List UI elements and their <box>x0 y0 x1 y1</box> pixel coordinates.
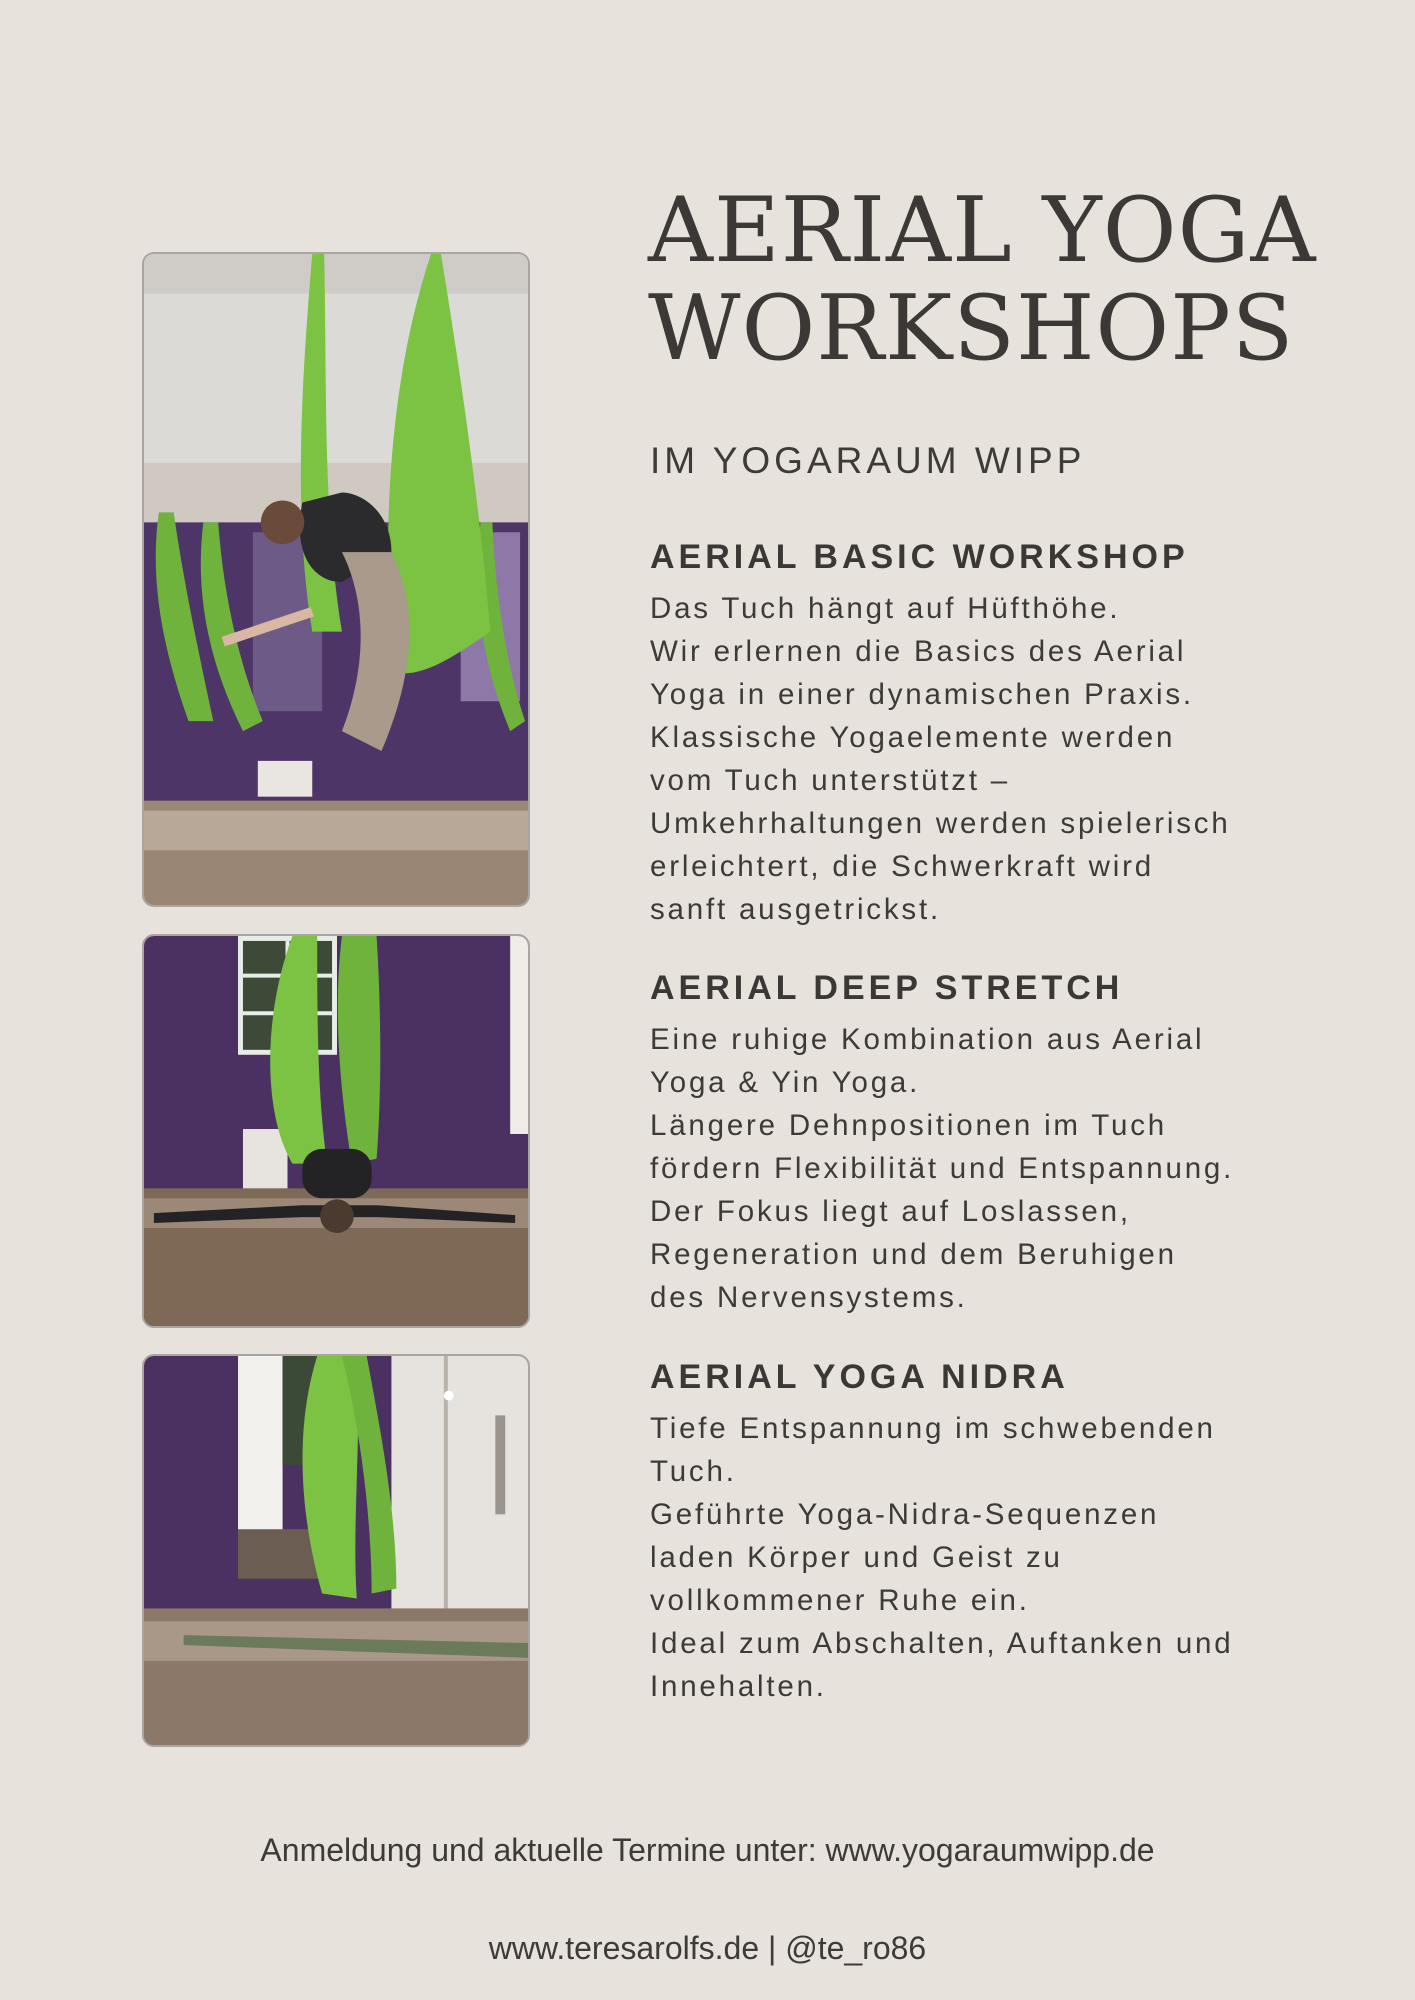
description-line: Yoga in einer dynamischen Praxis. <box>650 678 1194 711</box>
registration-info: Anmeldung und aktuelle Termine unter: www.yogaraumwipp.de <box>260 1832 1155 1868</box>
description-line: Der Fokus liegt auf Loslassen, <box>650 1195 1131 1228</box>
description-line: Tuch. <box>650 1455 737 1488</box>
description-line: Innehalten. <box>650 1670 827 1703</box>
description-line: fördern Flexibilität und Entspannung. <box>650 1152 1235 1185</box>
section-heading: AERIAL DEEP STRETCH <box>650 969 1124 1007</box>
description-line: laden Körper und Geist zu <box>650 1541 1063 1574</box>
section-aerial-deep-stretch <box>650 969 1370 1319</box>
section-aerial-basic <box>650 538 1370 931</box>
section-description <box>650 1407 1370 1708</box>
description-line: Klassische Yogaelemente werden <box>650 721 1176 754</box>
section-heading: AERIAL BASIC WORKSHOP <box>650 538 1189 576</box>
title-line-1: AERIAL YOGA <box>648 178 1317 283</box>
description-line: vom Tuch unterstützt – <box>650 764 1011 797</box>
title-line-2: WORKSHOPS <box>648 276 1295 381</box>
subtitle: IM YOGARAUM WIPP <box>650 440 1086 481</box>
description-line: erleichtert, die Schwerkraft wird <box>650 850 1154 883</box>
section-aerial-yoga-nidra <box>650 1358 1370 1708</box>
section-description <box>650 587 1370 931</box>
description-line: Längere Dehnpositionen im Tuch <box>650 1109 1167 1142</box>
description-line: Ideal zum Abschalten, Auftanken und <box>650 1627 1234 1660</box>
description-line: sanft ausgetrickst. <box>650 893 941 926</box>
description-line: Yoga & Yin Yoga. <box>650 1066 921 1099</box>
photo-aerial-basic <box>142 252 530 907</box>
contact-info: www.teresarolfs.de | @te_ro86 <box>488 1930 927 1966</box>
description-line: Regeneration und dem Beruhigen <box>650 1238 1177 1271</box>
description-line: vollkommener Ruhe ein. <box>650 1584 1030 1617</box>
description-line: des Nervensystems. <box>650 1281 968 1314</box>
photo-aerial-deep-stretch <box>142 934 530 1328</box>
section-description <box>650 1018 1370 1319</box>
description-line: Eine ruhige Kombination aus Aerial <box>650 1023 1205 1056</box>
description-line: Geführte Yoga-Nidra-Sequenzen <box>650 1498 1160 1531</box>
photo-aerial-yoga-nidra <box>142 1354 530 1747</box>
description-line: Das Tuch hängt auf Hüfthöhe. <box>650 592 1121 625</box>
description-line: Umkehrhaltungen werden spielerisch <box>650 807 1231 840</box>
description-line: Tiefe Entspannung im schwebenden <box>650 1412 1216 1445</box>
page-title <box>648 178 1317 381</box>
section-heading: AERIAL YOGA NIDRA <box>650 1358 1069 1396</box>
description-line: Wir erlernen die Basics des Aerial <box>650 635 1187 668</box>
